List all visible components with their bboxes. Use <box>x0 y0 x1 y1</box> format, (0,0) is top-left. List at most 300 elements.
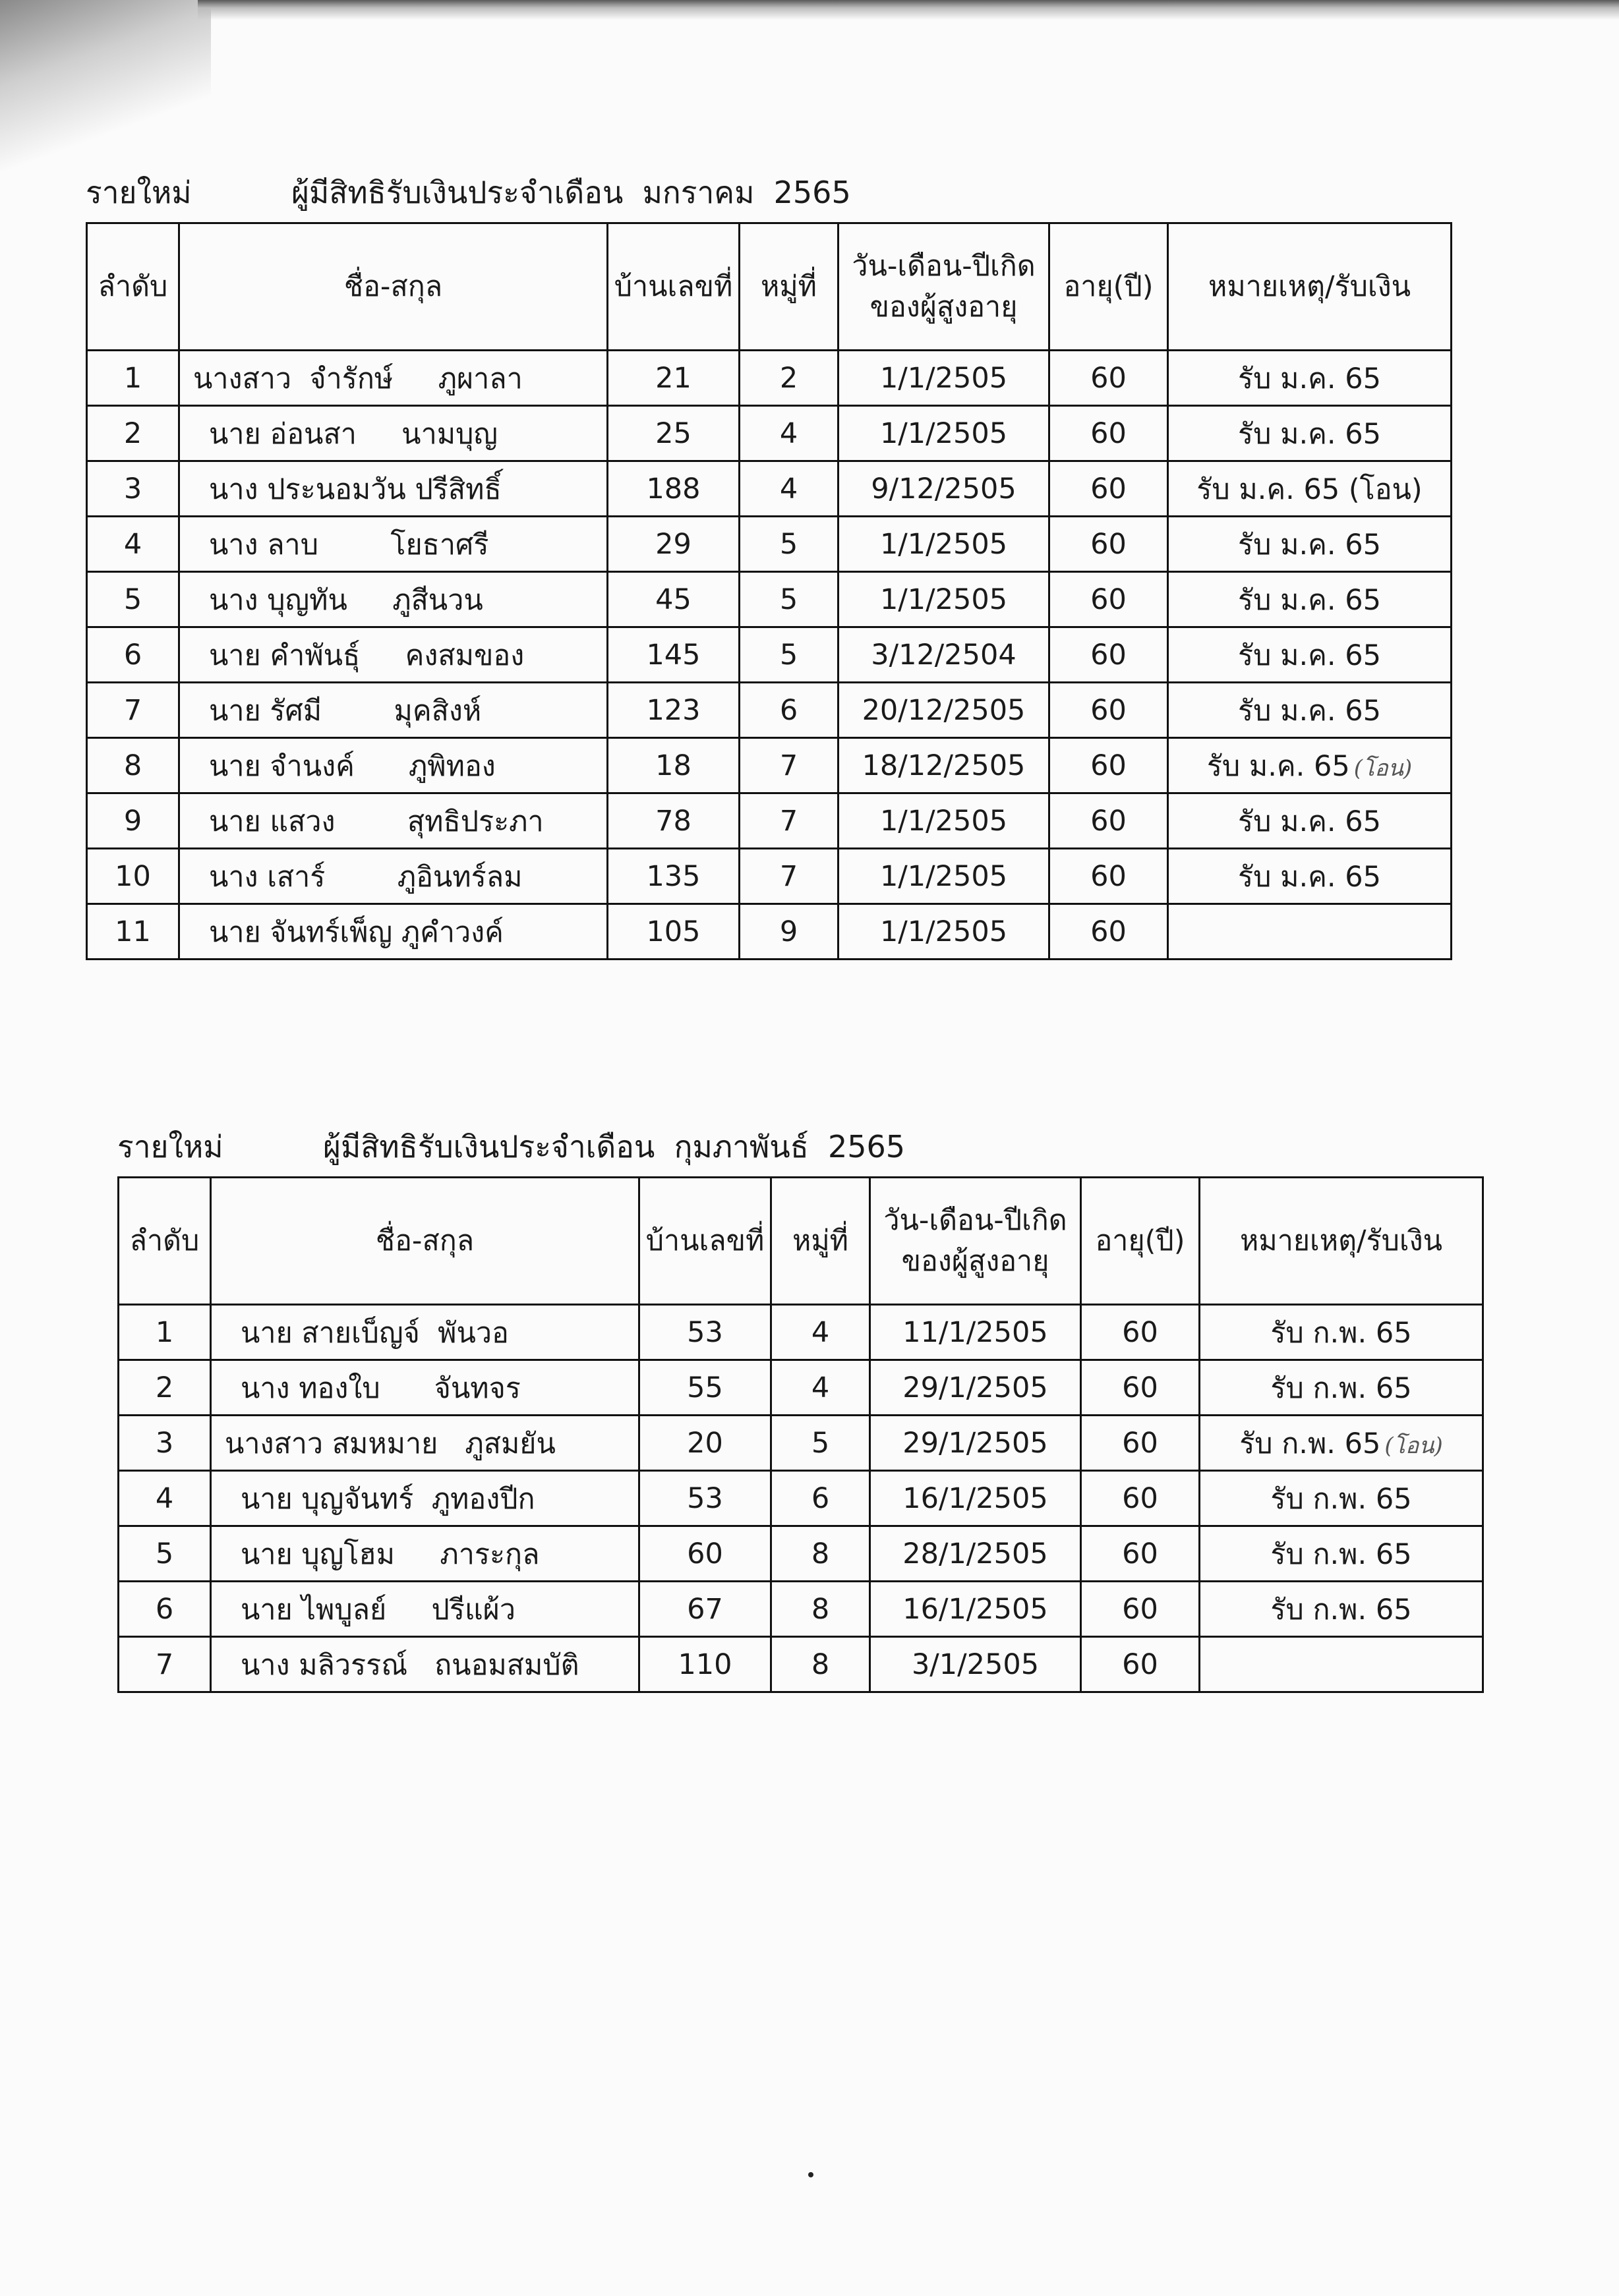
row-moo-cell <box>740 461 839 517</box>
row-note-text: รับ ม.ค. 65 <box>1238 860 1381 894</box>
row-dob-text: 9/12/2505 <box>871 472 1016 505</box>
table-body <box>87 351 1452 960</box>
row-name-text: นาย แสวง สุทธิประภา <box>209 805 544 838</box>
table-row <box>119 1305 1483 1360</box>
row-note-text: รับ ม.ค. 65 <box>1206 749 1350 783</box>
row-note-text: รับ ม.ค. 65 <box>1238 528 1381 561</box>
header-dob <box>870 1178 1081 1305</box>
header-age: อายุ(ปี) <box>1081 1178 1200 1305</box>
row-dob-cell <box>839 683 1049 738</box>
row-note-cell <box>1200 1471 1483 1526</box>
row-dob-cell <box>839 627 1049 683</box>
row-dob-cell <box>870 1526 1081 1582</box>
table-row <box>87 406 1452 461</box>
row-note-cell <box>1200 1416 1483 1471</box>
row-dob-cell <box>870 1305 1081 1360</box>
row-age-text: 60 <box>1122 1315 1158 1349</box>
row-house-cell <box>639 1526 771 1582</box>
row-moo-text: 4 <box>811 1371 830 1404</box>
row-dob-cell <box>839 849 1049 904</box>
row-no-cell <box>87 683 179 738</box>
row-no-text: 3 <box>155 1426 174 1460</box>
caption-title: ผู้มีสิทธิรับเงินประจำเดือน มกราคม 2565 <box>291 175 851 210</box>
row-name-text: นาย จำนงค์ ภูพิทอง <box>209 749 496 783</box>
header-row <box>119 1178 1483 1305</box>
header-age: อายุ(ปี) <box>1049 223 1168 351</box>
row-house-text: 188 <box>646 472 701 505</box>
row-name-cell <box>211 1416 639 1471</box>
row-moo-text: 4 <box>811 1315 830 1349</box>
table-caption <box>117 1107 1482 1176</box>
row-dob-cell <box>870 1416 1081 1471</box>
row-no-cell <box>87 517 179 572</box>
row-moo-text: 4 <box>779 416 798 450</box>
table-row <box>119 1637 1483 1692</box>
row-no-cell <box>87 572 179 627</box>
row-note-text: รับ ม.ค. 65 <box>1238 583 1381 617</box>
row-no-cell <box>87 904 179 960</box>
row-moo-cell <box>740 517 839 572</box>
row-moo-text: 5 <box>779 527 798 561</box>
row-name-cell <box>211 1582 639 1637</box>
table-row <box>87 461 1452 517</box>
row-note-cell <box>1200 1637 1483 1692</box>
row-dob-text: 28/1/2505 <box>902 1537 1048 1570</box>
table-row <box>87 793 1452 849</box>
row-house-cell <box>608 904 740 960</box>
row-age-cell <box>1049 517 1168 572</box>
row-no-text: 1 <box>123 361 142 395</box>
row-house-cell <box>608 793 740 849</box>
row-dob-text: 1/1/2505 <box>879 583 1008 616</box>
scan-shadow-top <box>198 0 1619 20</box>
row-no-text: 1 <box>155 1315 174 1349</box>
row-house-text: 29 <box>655 527 692 561</box>
row-house-cell <box>608 738 740 793</box>
row-name-cell <box>211 1526 639 1582</box>
header-row <box>87 223 1452 351</box>
table-row <box>119 1526 1483 1582</box>
header-note: หมายเหตุ/รับเงิน <box>1200 1178 1483 1305</box>
row-no-text: 9 <box>123 804 142 838</box>
row-house-text: 55 <box>687 1371 723 1404</box>
table-row <box>87 572 1452 627</box>
row-name-text: นาง ประนอมวัน ปรีสิทธิ์ <box>209 473 502 506</box>
row-age-cell <box>1049 793 1168 849</box>
row-note-cell <box>1168 793 1452 849</box>
row-note-cell <box>1168 627 1452 683</box>
row-moo-text: 7 <box>779 804 798 838</box>
row-age-cell <box>1049 683 1168 738</box>
row-house-text: 20 <box>687 1426 723 1460</box>
row-house-text: 110 <box>678 1648 732 1681</box>
row-name-text: นาย บุญจันทร์ ภูทองปีก <box>241 1482 535 1516</box>
row-name-cell <box>179 406 608 461</box>
row-dob-text: 29/1/2505 <box>902 1426 1048 1460</box>
row-no-cell <box>87 738 179 793</box>
table-row <box>87 904 1452 960</box>
row-age-cell <box>1049 627 1168 683</box>
row-dob-text: 1/1/2505 <box>879 804 1008 838</box>
row-moo-cell <box>740 904 839 960</box>
header-dob-line1: วัน-เดือน-ปีเกิด <box>883 1203 1067 1237</box>
row-note-cell <box>1168 461 1452 517</box>
row-note-text: รับ ม.ค. 65 <box>1238 639 1381 672</box>
row-house-cell <box>639 1360 771 1416</box>
row-age-cell <box>1081 1582 1200 1637</box>
row-age-text: 60 <box>1090 583 1127 616</box>
row-age-text: 60 <box>1090 472 1127 505</box>
row-age-cell <box>1081 1416 1200 1471</box>
row-moo-cell <box>771 1416 870 1471</box>
row-name-cell <box>179 351 608 406</box>
row-moo-cell <box>740 793 839 849</box>
row-house-cell <box>608 351 740 406</box>
row-age-text: 60 <box>1122 1592 1158 1626</box>
row-note-cell <box>1200 1305 1483 1360</box>
row-house-text: 123 <box>646 693 701 727</box>
table-row <box>119 1416 1483 1471</box>
row-house-cell <box>639 1637 771 1692</box>
row-age-text: 60 <box>1090 749 1127 782</box>
row-house-cell <box>608 406 740 461</box>
header-name: ชื่อ-สกุล <box>179 223 608 351</box>
row-moo-cell <box>771 1582 870 1637</box>
row-house-cell <box>639 1305 771 1360</box>
row-dob-text: 1/1/2505 <box>879 859 1008 893</box>
row-moo-cell <box>740 849 839 904</box>
row-note-text: รับ ก.พ. 65 <box>1270 1482 1412 1516</box>
row-note-text: รับ ม.ค. 65 <box>1238 805 1381 838</box>
row-name-cell <box>179 572 608 627</box>
row-moo-text: 8 <box>811 1648 830 1681</box>
row-no-cell <box>119 1305 211 1360</box>
table-row <box>119 1471 1483 1526</box>
row-dob-cell <box>839 406 1049 461</box>
row-house-cell <box>608 627 740 683</box>
row-moo-cell <box>771 1526 870 1582</box>
row-name-cell <box>179 793 608 849</box>
row-no-text: 6 <box>123 638 142 672</box>
row-dob-text: 3/12/2504 <box>871 638 1016 672</box>
row-house-cell <box>608 683 740 738</box>
row-moo-cell <box>740 351 839 406</box>
january-section <box>86 153 1450 960</box>
row-house-cell <box>639 1471 771 1526</box>
row-no-cell <box>119 1416 211 1471</box>
row-no-cell <box>87 461 179 517</box>
row-dob-cell <box>839 461 1049 517</box>
row-dob-cell <box>839 351 1049 406</box>
row-house-cell <box>608 572 740 627</box>
header-moo: หมู่ที่ <box>740 223 839 351</box>
row-moo-cell <box>740 627 839 683</box>
row-name-cell <box>179 627 608 683</box>
row-house-cell <box>608 849 740 904</box>
row-name-text: นาง ทองใบ จันทจร <box>241 1371 521 1405</box>
row-no-cell <box>87 793 179 849</box>
row-age-cell <box>1049 461 1168 517</box>
row-dob-cell <box>839 738 1049 793</box>
table-row <box>87 517 1452 572</box>
header-no: ลำดับ <box>119 1178 211 1305</box>
row-age-text: 60 <box>1122 1481 1158 1515</box>
row-note-cell <box>1168 738 1452 793</box>
row-age-cell <box>1049 351 1168 406</box>
row-moo-text: 6 <box>779 693 798 727</box>
row-dob-text: 16/1/2505 <box>902 1481 1048 1515</box>
row-note-text: รับ ม.ค. 65 (โอน) <box>1196 473 1423 506</box>
row-house-text: 105 <box>646 915 701 948</box>
row-note-cell <box>1168 904 1452 960</box>
row-name-text: นาย คำพันธุ์ คงสมของ <box>209 639 525 672</box>
row-age-cell <box>1049 406 1168 461</box>
row-house-text: 45 <box>655 583 692 616</box>
row-no-cell <box>119 1582 211 1637</box>
row-age-text: 60 <box>1090 915 1127 948</box>
row-age-cell <box>1049 572 1168 627</box>
row-no-text: 11 <box>115 915 151 948</box>
row-no-cell <box>87 627 179 683</box>
row-name-cell <box>179 683 608 738</box>
row-age-cell <box>1081 1637 1200 1692</box>
row-note-text: รับ ม.ค. 65 <box>1238 694 1381 728</box>
header-dob-line1: วัน-เดือน-ปีเกิด <box>852 249 1036 283</box>
row-no-text: 2 <box>155 1371 174 1404</box>
row-house-text: 145 <box>646 638 701 672</box>
row-moo-cell <box>771 1471 870 1526</box>
row-dob-cell <box>839 904 1049 960</box>
row-dob-text: 16/1/2505 <box>902 1592 1048 1626</box>
header-house: บ้านเลขที่ <box>608 223 740 351</box>
row-dob-cell <box>870 1582 1081 1637</box>
row-name-text: นาย บุญโฮม ภาระกุล <box>241 1537 540 1571</box>
table-row <box>87 683 1452 738</box>
table-row <box>87 849 1452 904</box>
row-dob-text: 3/1/2505 <box>911 1648 1040 1681</box>
row-note-cell <box>1168 351 1452 406</box>
row-no-text: 5 <box>155 1537 174 1570</box>
row-house-text: 135 <box>646 859 701 893</box>
scan-shadow-corner <box>0 0 211 171</box>
row-note-text: รับ ก.พ. 65 <box>1270 1316 1412 1350</box>
row-no-text: 2 <box>123 416 142 450</box>
row-age-text: 60 <box>1090 361 1127 395</box>
row-name-text: นาง เสาร์ ภูอินทร์ลม <box>209 860 523 894</box>
row-age-text: 60 <box>1090 804 1127 838</box>
row-no-cell <box>87 849 179 904</box>
header-dob-line2: ของผู้สูงอายุ <box>901 1245 1049 1278</box>
row-age-cell <box>1081 1305 1200 1360</box>
header-no: ลำดับ <box>87 223 179 351</box>
row-moo-cell <box>771 1305 870 1360</box>
row-note-text: รับ ก.พ. 65 <box>1239 1427 1381 1460</box>
row-moo-text: 6 <box>811 1481 830 1515</box>
row-house-text: 53 <box>687 1315 723 1349</box>
row-note-text: รับ ก.พ. 65 <box>1270 1537 1412 1571</box>
caption-title: ผู้มีสิทธิรับเงินประจำเดือน กุมภาพันธ์ 2565 <box>323 1129 906 1164</box>
row-note-text: รับ ก.พ. 65 <box>1270 1593 1412 1626</box>
row-house-text: 67 <box>687 1592 723 1626</box>
table-row <box>87 738 1452 793</box>
row-name-cell <box>211 1637 639 1692</box>
row-moo-cell <box>740 683 839 738</box>
row-dob-text: 29/1/2505 <box>902 1371 1048 1404</box>
row-note-cell <box>1200 1526 1483 1582</box>
row-dob-cell <box>839 517 1049 572</box>
table-row <box>87 627 1452 683</box>
table-row <box>119 1360 1483 1416</box>
row-moo-text: 4 <box>779 472 798 505</box>
row-note-cell <box>1168 572 1452 627</box>
row-name-cell <box>179 738 608 793</box>
row-moo-text: 2 <box>779 361 798 395</box>
row-moo-text: 8 <box>811 1537 830 1570</box>
row-name-cell <box>211 1305 639 1360</box>
table-row <box>119 1582 1483 1637</box>
row-moo-text: 8 <box>811 1592 830 1626</box>
february-beneficiary-table <box>117 1176 1484 1693</box>
row-name-text: นาง บุญทัน ภูสีนวน <box>209 583 483 617</box>
row-house-text: 53 <box>687 1481 723 1515</box>
row-note-text: รับ ก.พ. 65 <box>1270 1371 1412 1405</box>
row-age-cell <box>1049 849 1168 904</box>
row-moo-text: 5 <box>779 638 798 672</box>
table-row <box>87 351 1452 406</box>
row-moo-cell <box>740 572 839 627</box>
row-moo-text: 7 <box>779 859 798 893</box>
row-name-text: นาย สายเบ็ญจ์ พันวอ <box>241 1316 509 1350</box>
row-name-text: นางสาว สมหมาย ภูสมยัน <box>225 1427 556 1460</box>
row-house-text: 18 <box>655 749 692 782</box>
row-name-text: นาง ลาบ โยธาศรี <box>209 528 489 561</box>
row-no-text: 5 <box>123 583 142 616</box>
row-dob-text: 18/12/2505 <box>862 749 1026 782</box>
row-note-text: รับ ม.ค. 65 <box>1238 362 1381 395</box>
row-moo-text: 7 <box>779 749 798 782</box>
row-no-text: 4 <box>123 527 142 561</box>
row-moo-cell <box>740 406 839 461</box>
row-dob-text: 20/12/2505 <box>862 693 1026 727</box>
february-section <box>117 1107 1482 1693</box>
row-age-cell <box>1081 1360 1200 1416</box>
table-body <box>119 1305 1483 1692</box>
row-no-cell <box>119 1471 211 1526</box>
row-name-text: นาย รัศมี มุคสิงห์ <box>209 694 482 728</box>
row-no-cell <box>119 1637 211 1692</box>
header-note: หมายเหตุ/รับเงิน <box>1168 223 1452 351</box>
row-dob-cell <box>839 572 1049 627</box>
row-no-text: 10 <box>115 859 151 893</box>
row-age-cell <box>1081 1526 1200 1582</box>
row-no-text: 3 <box>123 472 142 505</box>
row-moo-text: 5 <box>779 583 798 616</box>
january-beneficiary-table <box>86 222 1452 960</box>
row-house-cell <box>639 1582 771 1637</box>
row-age-text: 60 <box>1090 416 1127 450</box>
row-name-cell <box>179 904 608 960</box>
row-name-cell <box>179 517 608 572</box>
row-name-text: นาย จันทร์เพ็ญ ภูคำวงค์ <box>209 915 504 949</box>
row-age-text: 60 <box>1090 859 1127 893</box>
row-age-text: 60 <box>1090 693 1127 727</box>
row-house-text: 78 <box>655 804 692 838</box>
row-no-cell <box>87 406 179 461</box>
row-name-text: นาย ไพบูลย์ ปรีแผ้ว <box>241 1593 516 1626</box>
row-age-cell <box>1049 738 1168 793</box>
row-no-cell <box>119 1360 211 1416</box>
row-house-cell <box>608 517 740 572</box>
row-dob-cell <box>870 1360 1081 1416</box>
row-name-cell <box>211 1471 639 1526</box>
row-house-cell <box>639 1416 771 1471</box>
row-dob-text: 1/1/2505 <box>879 915 1008 948</box>
row-age-text: 60 <box>1090 638 1127 672</box>
row-moo-text: 5 <box>811 1426 830 1460</box>
row-house-cell <box>608 461 740 517</box>
row-dob-text: 11/1/2505 <box>902 1315 1048 1349</box>
row-dob-text: 1/1/2505 <box>879 527 1008 561</box>
header-dob <box>839 223 1049 351</box>
caption-label: รายใหม่ <box>86 175 192 210</box>
row-no-text: 6 <box>155 1592 174 1626</box>
row-name-cell <box>211 1360 639 1416</box>
header-dob-line2: ของผู้สูงอายุ <box>869 291 1018 324</box>
row-note-cell <box>1168 849 1452 904</box>
header-name: ชื่อ-สกุล <box>211 1178 639 1305</box>
row-house-text: 21 <box>655 361 692 395</box>
row-name-text: นาง มลิวรรณ์ ถนอมสมบัติ <box>241 1648 579 1682</box>
row-moo-cell <box>740 738 839 793</box>
row-age-cell <box>1049 904 1168 960</box>
row-age-text: 60 <box>1122 1648 1158 1681</box>
row-no-text: 7 <box>155 1648 174 1681</box>
row-note-cell <box>1200 1360 1483 1416</box>
row-no-text: 8 <box>123 749 142 782</box>
caption-label: รายใหม่ <box>117 1129 223 1164</box>
row-house-text: 60 <box>687 1537 723 1570</box>
row-name-cell <box>179 849 608 904</box>
handwritten-note: (โอน) <box>1353 755 1413 782</box>
row-age-cell <box>1081 1471 1200 1526</box>
row-note-cell <box>1168 517 1452 572</box>
row-note-cell <box>1168 683 1452 738</box>
table-caption <box>86 153 1450 222</box>
row-dob-cell <box>839 793 1049 849</box>
header-house: บ้านเลขที่ <box>639 1178 771 1305</box>
row-age-text: 60 <box>1122 1371 1158 1404</box>
handwritten-note: (โอน) <box>1384 1432 1443 1459</box>
row-age-text: 60 <box>1122 1426 1158 1460</box>
header-moo: หมู่ที่ <box>771 1178 870 1305</box>
row-age-text: 60 <box>1090 527 1127 561</box>
row-name-cell <box>179 461 608 517</box>
row-moo-text: 9 <box>779 915 798 948</box>
row-no-text: 4 <box>155 1481 174 1515</box>
row-name-text: นางสาว จำรักษ์ ภูผาลา <box>193 362 523 395</box>
row-dob-text: 1/1/2505 <box>879 416 1008 450</box>
row-moo-cell <box>771 1637 870 1692</box>
row-dob-cell <box>870 1471 1081 1526</box>
row-note-cell <box>1168 406 1452 461</box>
row-note-cell <box>1200 1582 1483 1637</box>
row-no-cell <box>87 351 179 406</box>
row-house-text: 25 <box>655 416 692 450</box>
row-age-text: 60 <box>1122 1537 1158 1570</box>
row-no-text: 7 <box>123 693 142 727</box>
row-moo-cell <box>771 1360 870 1416</box>
page-dot-mark <box>808 2172 813 2177</box>
